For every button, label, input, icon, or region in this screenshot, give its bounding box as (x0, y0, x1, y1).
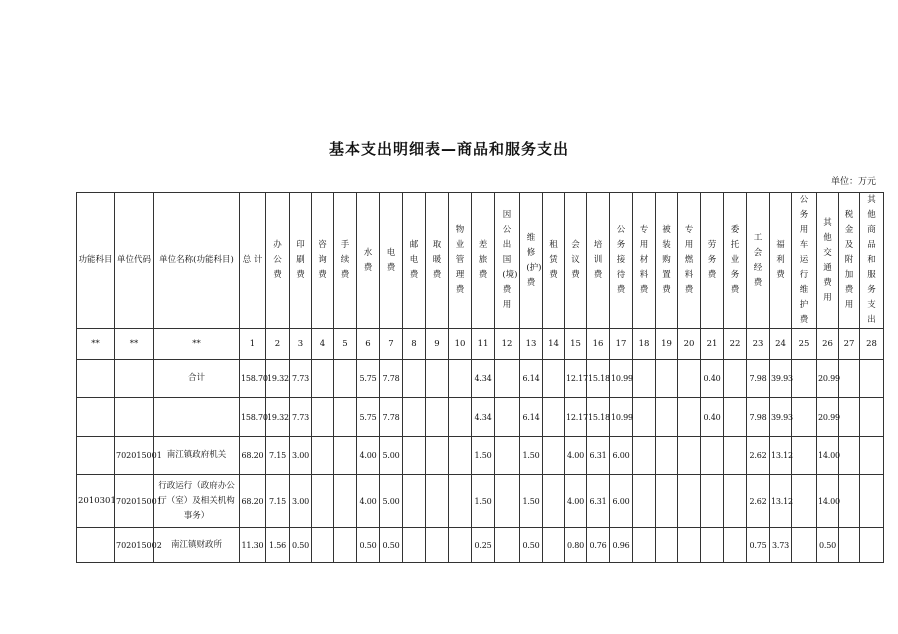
column-index: 27 (839, 329, 860, 360)
amount-cell: 5.00 (380, 475, 403, 528)
amount-cell (724, 398, 747, 437)
amount-cell: 4.34 (472, 398, 495, 437)
column-header-label: 工会经费 (753, 232, 763, 288)
amount-cell: 7.15 (266, 437, 290, 475)
amount-cell (633, 475, 656, 528)
amount-cell: 12.17 (565, 398, 587, 437)
amount-cell (312, 360, 334, 398)
amount-cell: 4.00 (565, 475, 587, 528)
table-row (77, 360, 884, 398)
column-header-label: 专用材料费 (639, 225, 649, 295)
table-row (77, 528, 884, 563)
amount-cell: 1.50 (472, 437, 495, 475)
column-index: 22 (724, 329, 747, 360)
amount-cell: 2.62 (747, 437, 770, 475)
amount-cell (839, 437, 860, 475)
amount-cell: 0.96 (610, 528, 633, 563)
column-header-label: 被装购置费 (662, 225, 671, 295)
amount-cell (449, 360, 472, 398)
amount-cell: 1.50 (472, 475, 495, 528)
column-header (792, 193, 817, 329)
amount-cell: 0.76 (587, 528, 610, 563)
amount-cell: 1.50 (520, 475, 543, 528)
column-index: 3 (290, 329, 312, 360)
function-code-cell (77, 360, 115, 398)
amount-cell: 10.99 (610, 398, 633, 437)
expense-table (76, 192, 884, 563)
amount-cell: 0.80 (565, 528, 587, 563)
amount-cell (334, 398, 357, 437)
amount-cell (403, 360, 426, 398)
amount-cell: 1.56 (266, 528, 290, 563)
column-header-label: 差旅费 (478, 240, 488, 280)
column-index: 4 (312, 329, 334, 360)
amount-cell: 5.00 (380, 437, 403, 475)
amount-cell (334, 475, 357, 528)
column-header-label: 印刷费 (296, 240, 305, 280)
unit-code-cell: 702015001 (115, 437, 154, 475)
amount-cell: 1.50 (520, 437, 543, 475)
column-header (701, 193, 724, 329)
column-header (770, 193, 792, 329)
amount-cell (792, 398, 817, 437)
amount-cell (633, 437, 656, 475)
amount-cell: 0.50 (380, 528, 403, 563)
amount-cell: 3.73 (770, 528, 792, 563)
column-index: 17 (610, 329, 633, 360)
amount-cell: 3.00 (290, 437, 312, 475)
column-index: 10 (449, 329, 472, 360)
column-header (817, 193, 839, 329)
amount-cell: 19.32 (266, 360, 290, 398)
amount-cell: 15.18 (587, 360, 610, 398)
amount-cell (792, 437, 817, 475)
amount-cell (656, 528, 678, 563)
amount-cell (495, 475, 520, 528)
unit-code-cell (115, 398, 154, 437)
column-header (543, 193, 565, 329)
amount-cell (495, 437, 520, 475)
amount-cell (678, 360, 701, 398)
amount-cell (403, 475, 426, 528)
amount-cell (792, 475, 817, 528)
amount-cell (449, 437, 472, 475)
column-header (115, 193, 154, 329)
column-index: ** (115, 329, 154, 360)
column-header (633, 193, 656, 329)
column-index: 26 (817, 329, 839, 360)
amount-cell: 4.00 (357, 437, 380, 475)
amount-cell (724, 475, 747, 528)
amount-cell (426, 398, 449, 437)
amount-cell (426, 528, 449, 563)
column-header (240, 193, 266, 329)
function-code-cell (77, 398, 115, 437)
column-header (495, 193, 520, 329)
column-header (380, 193, 403, 329)
unit-label: 单位：万元 (830, 177, 876, 187)
amount-cell: 14.00 (817, 475, 839, 528)
amount-cell (701, 528, 724, 563)
amount-cell: 5.75 (357, 398, 380, 437)
column-header (426, 193, 449, 329)
amount-cell: 39.93 (770, 398, 792, 437)
amount-cell: 158.70 (240, 360, 266, 398)
amount-cell (543, 475, 565, 528)
column-index: ** (154, 329, 240, 360)
column-index: 16 (587, 329, 610, 360)
column-header (290, 193, 312, 329)
column-header (656, 193, 678, 329)
amount-cell (839, 475, 860, 528)
amount-cell (426, 475, 449, 528)
amount-cell (543, 528, 565, 563)
column-index: 18 (633, 329, 656, 360)
amount-cell: 6.00 (610, 437, 633, 475)
amount-cell (495, 398, 520, 437)
amount-cell (678, 437, 701, 475)
column-header (747, 193, 770, 329)
column-header (724, 193, 747, 329)
amount-cell (334, 528, 357, 563)
column-header-label: 因公出国(境)费用 (502, 210, 518, 310)
function-code-cell (77, 528, 115, 563)
amount-cell: 13.12 (770, 475, 792, 528)
column-header-label: 咨询费 (318, 240, 327, 280)
column-header-label: 物业管理费 (455, 225, 465, 295)
amount-cell (678, 528, 701, 563)
column-header-label: 公务用车运行维护费 (799, 195, 809, 325)
amount-cell (724, 360, 747, 398)
amount-cell (495, 528, 520, 563)
column-header (610, 193, 633, 329)
column-header-label: 其他交通费用 (823, 217, 832, 303)
column-header-label: 水费 (363, 247, 373, 273)
column-index: 7 (380, 329, 403, 360)
amount-cell (792, 528, 817, 563)
column-header-label: 福利费 (776, 240, 785, 280)
column-header (154, 193, 240, 329)
amount-cell: 20.99 (817, 360, 839, 398)
amount-cell: 5.75 (357, 360, 380, 398)
amount-cell: 7.98 (747, 360, 770, 398)
amount-cell (860, 437, 884, 475)
amount-cell (860, 475, 884, 528)
amount-cell: 4.00 (357, 475, 380, 528)
column-header-label: 办公费 (273, 240, 282, 280)
column-index: 11 (472, 329, 495, 360)
amount-cell (334, 360, 357, 398)
amount-cell: 4.00 (565, 437, 587, 475)
column-header-label: 邮电费 (409, 240, 419, 280)
amount-cell: 7.98 (747, 398, 770, 437)
amount-cell: 6.00 (610, 475, 633, 528)
amount-cell: 11.30 (240, 528, 266, 563)
column-header-label: 培训费 (593, 240, 603, 280)
unit-name-cell: 南江镇政府机关 (154, 437, 240, 475)
unit-code-cell: 702015002 (115, 528, 154, 563)
amount-cell: 0.50 (290, 528, 312, 563)
amount-cell (839, 360, 860, 398)
amount-cell (860, 360, 884, 398)
column-header (839, 193, 860, 329)
column-header (587, 193, 610, 329)
amount-cell (678, 398, 701, 437)
amount-cell (543, 398, 565, 437)
unit-name-cell (154, 398, 240, 437)
amount-cell (543, 360, 565, 398)
amount-cell (312, 475, 334, 528)
index-row (77, 329, 884, 360)
column-header (449, 193, 472, 329)
amount-cell (633, 398, 656, 437)
column-index: ** (77, 329, 115, 360)
amount-cell: 0.75 (747, 528, 770, 563)
column-index: 20 (678, 329, 701, 360)
unit-name-cell: 南江镇财政所 (154, 528, 240, 563)
column-header-label: 功能科目 (78, 255, 113, 265)
column-index: 25 (792, 329, 817, 360)
amount-cell: 158.70 (240, 398, 266, 437)
column-header (266, 193, 290, 329)
unit-code-cell (115, 360, 154, 398)
column-header-label: 委托业务费 (730, 225, 740, 295)
column-header-label: 其他商品和服务支出 (867, 195, 876, 325)
amount-cell: 13.12 (770, 437, 792, 475)
column-header-label: 劳务费 (707, 240, 717, 280)
column-header-label: 专用燃料费 (684, 225, 694, 295)
amount-cell (312, 398, 334, 437)
column-index: 12 (495, 329, 520, 360)
amount-cell (701, 437, 724, 475)
column-header (520, 193, 543, 329)
amount-cell: 0.50 (817, 528, 839, 563)
column-header (565, 193, 587, 329)
amount-cell (312, 528, 334, 563)
column-index: 21 (701, 329, 724, 360)
amount-cell (426, 360, 449, 398)
column-header (77, 193, 115, 329)
column-index: 2 (266, 329, 290, 360)
column-index: 13 (520, 329, 543, 360)
column-header-label: 租赁费 (549, 240, 558, 280)
column-header (678, 193, 701, 329)
amount-cell: 20.99 (817, 398, 839, 437)
unit-name-cell: 合计 (154, 360, 240, 398)
amount-cell: 0.40 (701, 398, 724, 437)
amount-cell (656, 475, 678, 528)
column-header (357, 193, 380, 329)
function-code-cell: 2010301 (77, 475, 115, 528)
column-header-label: 单位代码 (116, 255, 151, 265)
amount-cell: 6.31 (587, 475, 610, 528)
amount-cell: 6.14 (520, 398, 543, 437)
amount-cell (860, 398, 884, 437)
amount-cell (334, 437, 357, 475)
amount-cell: 2.62 (747, 475, 770, 528)
amount-cell: 0.50 (357, 528, 380, 563)
column-index: 24 (770, 329, 792, 360)
table-row (77, 437, 884, 475)
unit-code-cell: 702015001 (115, 475, 154, 528)
amount-cell: 7.78 (380, 360, 403, 398)
amount-cell: 4.34 (472, 360, 495, 398)
amount-cell (403, 528, 426, 563)
column-header-label: 取暖费 (432, 240, 442, 280)
column-index: 1 (240, 329, 266, 360)
column-index: 9 (426, 329, 449, 360)
amount-cell (426, 437, 449, 475)
amount-cell (839, 528, 860, 563)
amount-cell: 0.50 (520, 528, 543, 563)
amount-cell: 7.73 (290, 360, 312, 398)
amount-cell: 14.00 (817, 437, 839, 475)
amount-cell: 15.18 (587, 398, 610, 437)
column-header-label: 单位名称(功能科目) (159, 255, 234, 265)
column-header-label: 手续费 (340, 240, 350, 280)
column-index: 15 (565, 329, 587, 360)
column-index: 14 (543, 329, 565, 360)
amount-cell (403, 398, 426, 437)
column-index: 28 (860, 329, 884, 360)
amount-cell: 10.99 (610, 360, 633, 398)
amount-cell (312, 437, 334, 475)
amount-cell (449, 528, 472, 563)
amount-cell: 12.17 (565, 360, 587, 398)
amount-cell: 68.20 (240, 437, 266, 475)
amount-cell (449, 475, 472, 528)
column-header-label: 税金及附加费用 (844, 210, 854, 310)
column-header (860, 193, 884, 329)
amount-cell (860, 528, 884, 563)
header-row (77, 193, 884, 329)
amount-cell: 0.40 (701, 360, 724, 398)
amount-cell (724, 437, 747, 475)
amount-cell: 7.15 (266, 475, 290, 528)
amount-cell: 7.78 (380, 398, 403, 437)
column-index: 8 (403, 329, 426, 360)
column-header (403, 193, 426, 329)
amount-cell (633, 528, 656, 563)
column-index: 6 (357, 329, 380, 360)
column-header (334, 193, 357, 329)
amount-cell: 39.93 (770, 360, 792, 398)
amount-cell (656, 398, 678, 437)
amount-cell: 7.73 (290, 398, 312, 437)
amount-cell (543, 437, 565, 475)
amount-cell: 19.32 (266, 398, 290, 437)
function-code-cell (77, 437, 115, 475)
column-header-label: 会议费 (571, 240, 580, 280)
amount-cell (792, 360, 817, 398)
unit-name-cell: 行政运行（政府办公厅（室）及相关机构事务） (154, 475, 240, 528)
amount-cell (656, 360, 678, 398)
amount-cell: 6.14 (520, 360, 543, 398)
amount-cell (495, 360, 520, 398)
column-header-label: 电费 (386, 247, 396, 273)
column-header-label: 维修(护)费 (526, 232, 542, 288)
table-row (77, 398, 884, 437)
column-header (472, 193, 495, 329)
amount-cell (656, 437, 678, 475)
amount-cell (701, 475, 724, 528)
column-index: 23 (747, 329, 770, 360)
amount-cell: 3.00 (290, 475, 312, 528)
page-title: 基本支出明细表—商品和服务支出 (328, 140, 569, 158)
amount-cell (839, 398, 860, 437)
column-header-label: 公务接待费 (616, 225, 626, 295)
amount-cell: 0.25 (472, 528, 495, 563)
table-row (77, 475, 884, 528)
amount-cell (403, 437, 426, 475)
amount-cell: 6.31 (587, 437, 610, 475)
amount-cell (678, 475, 701, 528)
amount-cell (633, 360, 656, 398)
column-index: 5 (334, 329, 357, 360)
amount-cell (724, 528, 747, 563)
amount-cell (449, 398, 472, 437)
column-index: 19 (656, 329, 678, 360)
column-header (312, 193, 334, 329)
column-header-label: 总 计 (242, 255, 263, 265)
amount-cell: 68.20 (240, 475, 266, 528)
